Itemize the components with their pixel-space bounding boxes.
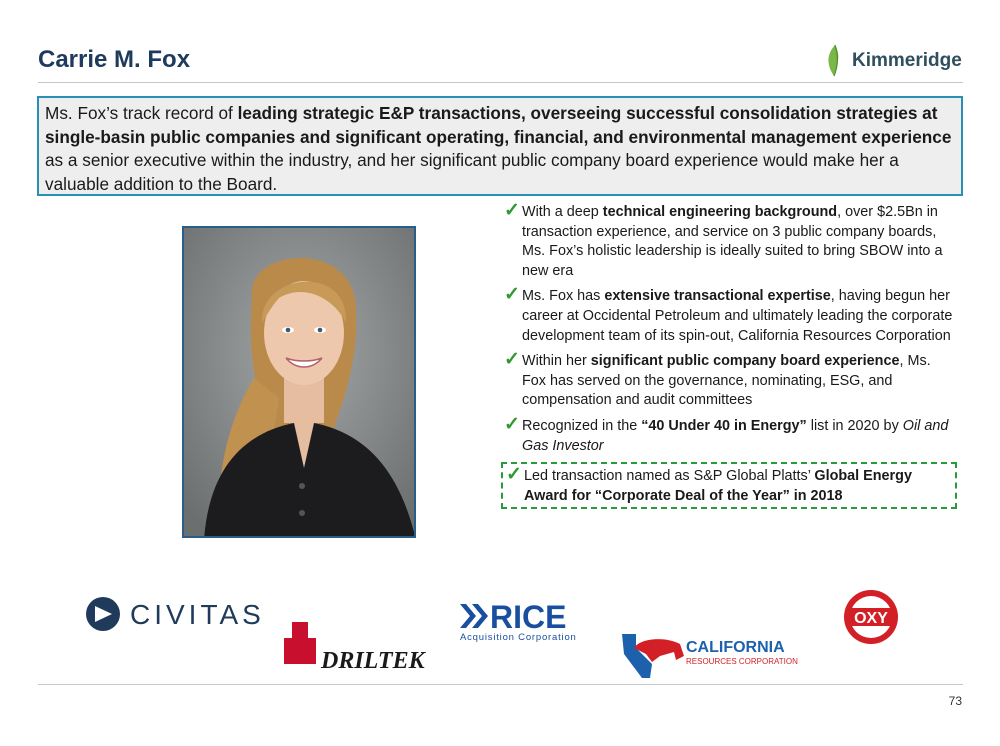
summary-text: Ms. Fox’s track record of: [45, 103, 238, 123]
summary-box: [37, 96, 963, 196]
bullet-transactions: [504, 284, 954, 346]
oxy-logo-text: OXY: [854, 610, 888, 627]
page-title: Carrie M. Fox: [38, 46, 191, 73]
rice-logo-text: RICE: [490, 599, 567, 635]
checkmark-icon: ✓: [504, 413, 520, 435]
checkmark-icon: ✓: [506, 464, 522, 486]
bullet-emphasis: “40 Under 40 in Energy”: [641, 417, 807, 434]
bullet-fragment: Recognized in the: [522, 417, 642, 434]
crc-logo: [622, 634, 798, 678]
kimmeridge-logo: [824, 44, 962, 78]
rice-logo: [460, 599, 577, 643]
kimmeridge-logo-text: Kimmeridge: [852, 50, 962, 71]
bullet-fragment: Ms. Fox has: [522, 288, 605, 305]
driltek-logo: [284, 622, 427, 674]
bullet-text: [522, 204, 942, 279]
civitas-logo: [86, 597, 265, 631]
bullet-fragment: , over $2.5Bn in transaction experience, and service on 3 public company boards, Ms. Fox’s holistic leadership is ideally suited to bring SBOW into a new era: [522, 204, 943, 279]
bullet-recognition: [504, 413, 954, 456]
checkmark-icon: ✓: [504, 200, 520, 221]
bullet-text: [522, 353, 931, 408]
rice-logo-subtext: Acquisition Corporation: [460, 632, 577, 643]
summary-text: as a senior executive within the industry, and her significant public company board experience would make her a valuable addition to the Board.: [45, 150, 899, 194]
crc-logo-text: CALIFORNIA: [686, 639, 785, 656]
bullet-fragment: Led transaction named as S&P Global Platts’: [524, 468, 815, 485]
checkmark-icon: ✓: [504, 349, 520, 371]
bullet-text: [524, 468, 912, 504]
bullet-fragment: Within her: [522, 353, 591, 370]
bullet-emphasis: extensive transactional expertise: [604, 288, 831, 305]
bullet-fragment: , Ms. Fox has served on the governance, nominating, ESG, and compensation and audit committees: [522, 353, 931, 409]
bullet-text: [522, 418, 948, 454]
bullet-text: [522, 288, 952, 343]
bullet-emphasis: technical engineering background: [602, 204, 838, 220]
bullet-fragment: list in 2020 by: [806, 417, 903, 434]
bullet-award: [501, 462, 957, 509]
summary-emphasis: leading strategic E&P transactions, overseeing successful consolidation strategies at single-basin public companies and significant operating, financial, and environmental management experience: [45, 103, 952, 147]
bullet-emphasis: Global Energy Award for “Corporate Deal of the Year” in 2018: [524, 468, 912, 504]
oxy-logo: [844, 590, 898, 644]
civitas-logo-text: CIVITAS: [130, 599, 265, 630]
leaf-icon: [824, 44, 846, 78]
driltek-logo-text: DRILTEK: [321, 648, 425, 674]
checkmark-icon: ✓: [504, 284, 520, 306]
bullet-list: [504, 200, 954, 515]
bullet-fragment: With a deep: [522, 204, 603, 220]
bullet-fragment: , having begun her career at Occidental Petroleum and ultimately leading the corporate development team of its spin-out, California Resources Corporation: [522, 288, 953, 344]
crc-logo-subtext: RESOURCES CORPORATION: [686, 657, 798, 666]
bullet-italic: Oil and Gas Investor: [522, 417, 949, 454]
company-logos: [0, 590, 1000, 690]
header-divider: [38, 82, 963, 83]
footer-divider: [38, 684, 963, 685]
bullet-board-experience: [504, 349, 954, 411]
page-number: 73: [948, 694, 962, 708]
bullet-emphasis: significant public company board experience: [590, 353, 900, 370]
bullet-engineering: [504, 200, 954, 281]
portrait-photo: [182, 226, 416, 538]
